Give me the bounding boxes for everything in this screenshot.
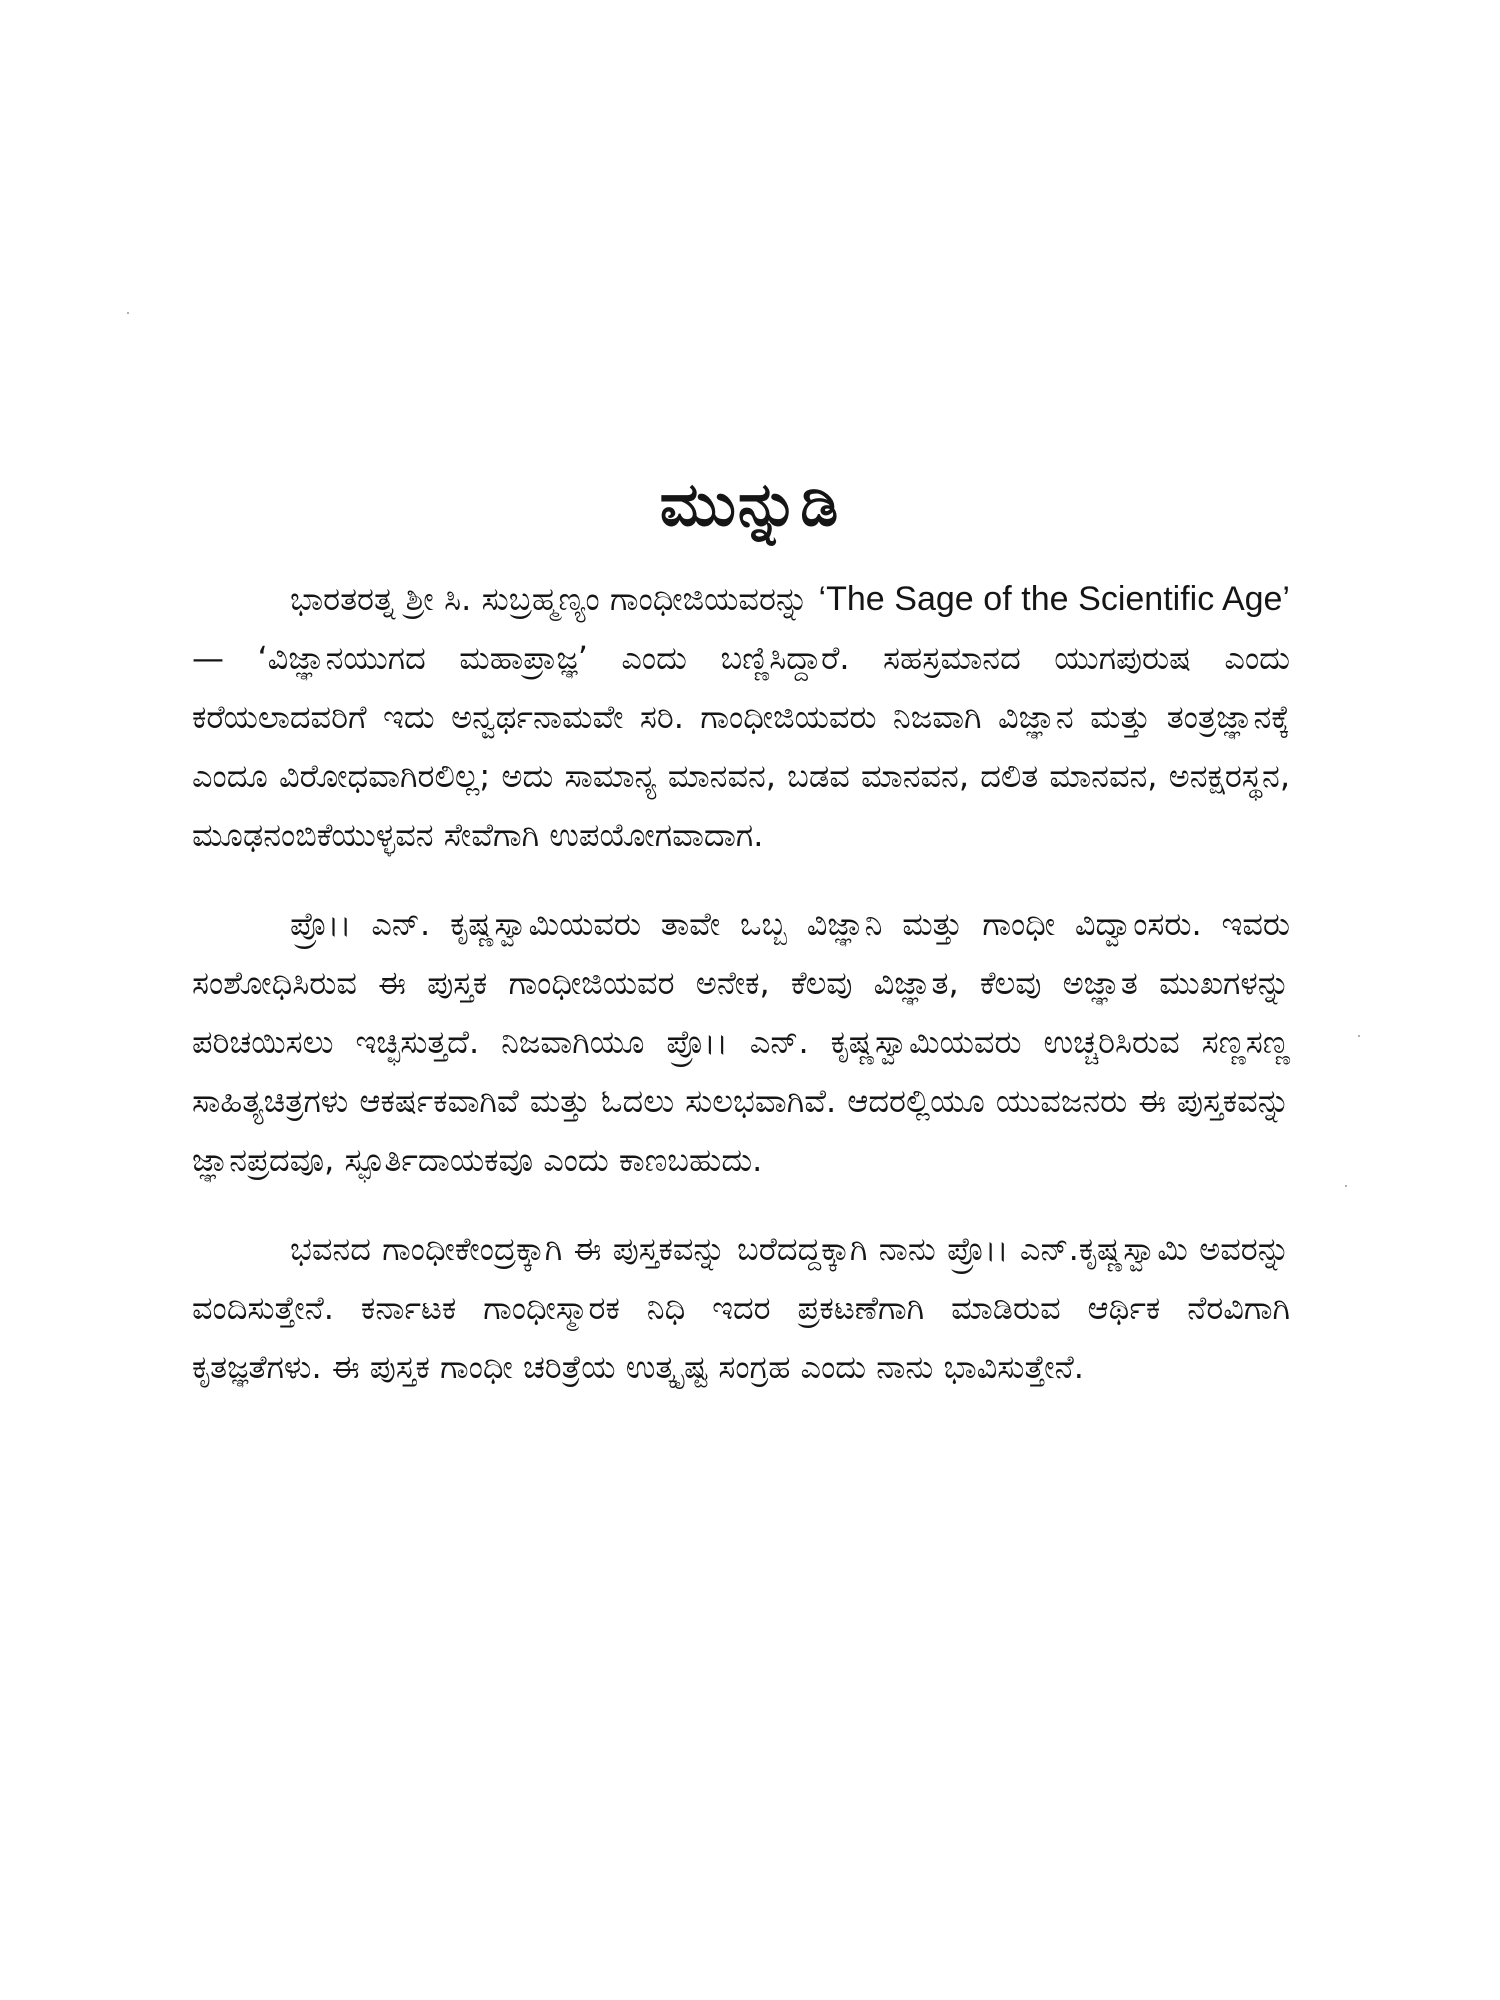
paragraph-3: ಭವನದ ಗಾಂಧೀಕೇಂದ್ರಕ್ಕಾಗಿ ಈ ಪುಸ್ತಕವನ್ನು ಬರೆದದ್ದಕ್ಕಾಗಿ ನಾನು ಪ್ರೊ।। ಎನ್.ಕೃಷ್ಣಸ್ವಾಮಿ ಅವರನ್ನು ವಂದಿಸುತ್ತೇನೆ. ಕರ್ನಾಟಕ ಗಾಂಧೀಸ್ಮಾರಕ ನಿಧಿ ಇದರ ಪ್ರಕಟಣೆಗಾಗಿ ಮಾಡಿರುವ ಆರ್ಥಿಕ ನೆರವಿಗಾಗಿ ಕೃತಜ್ಞತೆಗಳು. ಈ ಪುಸ್ತಕ ಗಾಂಧೀ ಚರಿತ್ರೆಯ ಉತ್ಕೃಷ್ಟ ಸಂಗ್ರಹ ಎಂದು ನಾನು ಭಾವಿಸುತ್ತೇನೆ. <box>192 1230 1290 1386</box>
scan-speck <box>1358 1035 1360 1037</box>
body-text <box>192 570 1290 1427</box>
page-title: ಮುನ್ನುಡಿ <box>659 470 841 541</box>
paragraph-2: ಪ್ರೊ।। ಎನ್. ಕೃಷ್ಣಸ್ವಾಮಿಯವರು ತಾವೇ ಒಬ್ಬ ವಿಜ್ಞಾನಿ ಮತ್ತು ಗಾಂಧೀ ವಿದ್ವಾಂಸರು. ಇವರು ಸಂಶೋಧಿಸಿರುವ ಈ ಪುಸ್ತಕ ಗಾಂಧೀಜಿಯವರ ಅನೇಕ, ಕೆಲವು ವಿಜ್ಞಾತ, ಕೆಲವು ಅಜ್ಞಾತ ಮುಖಗಳನ್ನು ಪರಿಚಯಿಸಲು ಇಚ್ಛಿಸುತ್ತದೆ. ನಿಜವಾಗಿಯೂ ಪ್ರೊ।। ಎನ್. ಕೃಷ್ಣಸ್ವಾಮಿಯವರು ಉಚ್ಚರಿಸಿರುವ ಸಣ್ಣಸಣ್ಣ ಸಾಹಿತ್ಯಚಿತ್ರಗಳು ಆಕರ್ಷಕವಾಗಿವೆ ಮತ್ತು ಓದಲು ಸುಲಭವಾಗಿವೆ. ಆದರಲ್ಲಿಯೂ ಯುವಜನರು ಈ ಪುಸ್ತಕವನ್ನು ಜ್ಞಾನಪ್ರದವೂ, ಸ್ಫೂರ್ತಿದಾಯಕವೂ ಎಂದು ಕಾಣಬಹುದು. <box>192 905 1290 1179</box>
english-quote: ‘The Sage of the Scientific Age’ <box>818 580 1290 618</box>
scan-speck <box>1345 1185 1347 1187</box>
scan-speck <box>127 312 129 314</box>
paragraph-1-kannada-rest: — ‘ವಿಜ್ಞಾನಯುಗದ ಮಹಾಪ್ರಾಜ್ಞ’ ಎಂದು ಬಣ್ಣಿಸಿದ್ದಾರೆ. ಸಹಸ್ರಮಾನದ ಯುಗಪುರುಷ ಎಂದು ಕರೆಯಲಾದವರಿಗೆ ಇದು ಅನ್ವರ್ಥನಾಮವೇ ಸರಿ. ಗಾಂಧೀಜಿಯವರು ನಿಜವಾಗಿ ವಿಜ್ಞಾನ ಮತ್ತು ತಂತ್ರಜ್ಞಾನಕ್ಕೆ ಎಂದೂ ವಿರೋಧವಾಗಿರಲಿಲ್ಲ; ಅದು ಸಾಮಾನ್ಯ ಮಾನವನ, ಬಡವ ಮಾನವನ, ದಲಿತ ಮಾನವನ, ಅನಕ್ಷರಸ್ಥನ, ಮೂಢನಂಬಿಕೆಯುಳ್ಳವನ ಸೇವೆಗಾಗಿ ಉಪಯೋಗವಾದಾಗ. <box>192 639 1290 854</box>
paragraph-1-kannada-opening: ಭಾರತರತ್ನ ಶ್ರೀ ಸಿ. ಸುಬ್ರಹ್ಮಣ್ಯಂ ಗಾಂಧೀಜಿಯವರನ್ನು <box>290 580 819 618</box>
paragraph-1 <box>192 570 1290 865</box>
